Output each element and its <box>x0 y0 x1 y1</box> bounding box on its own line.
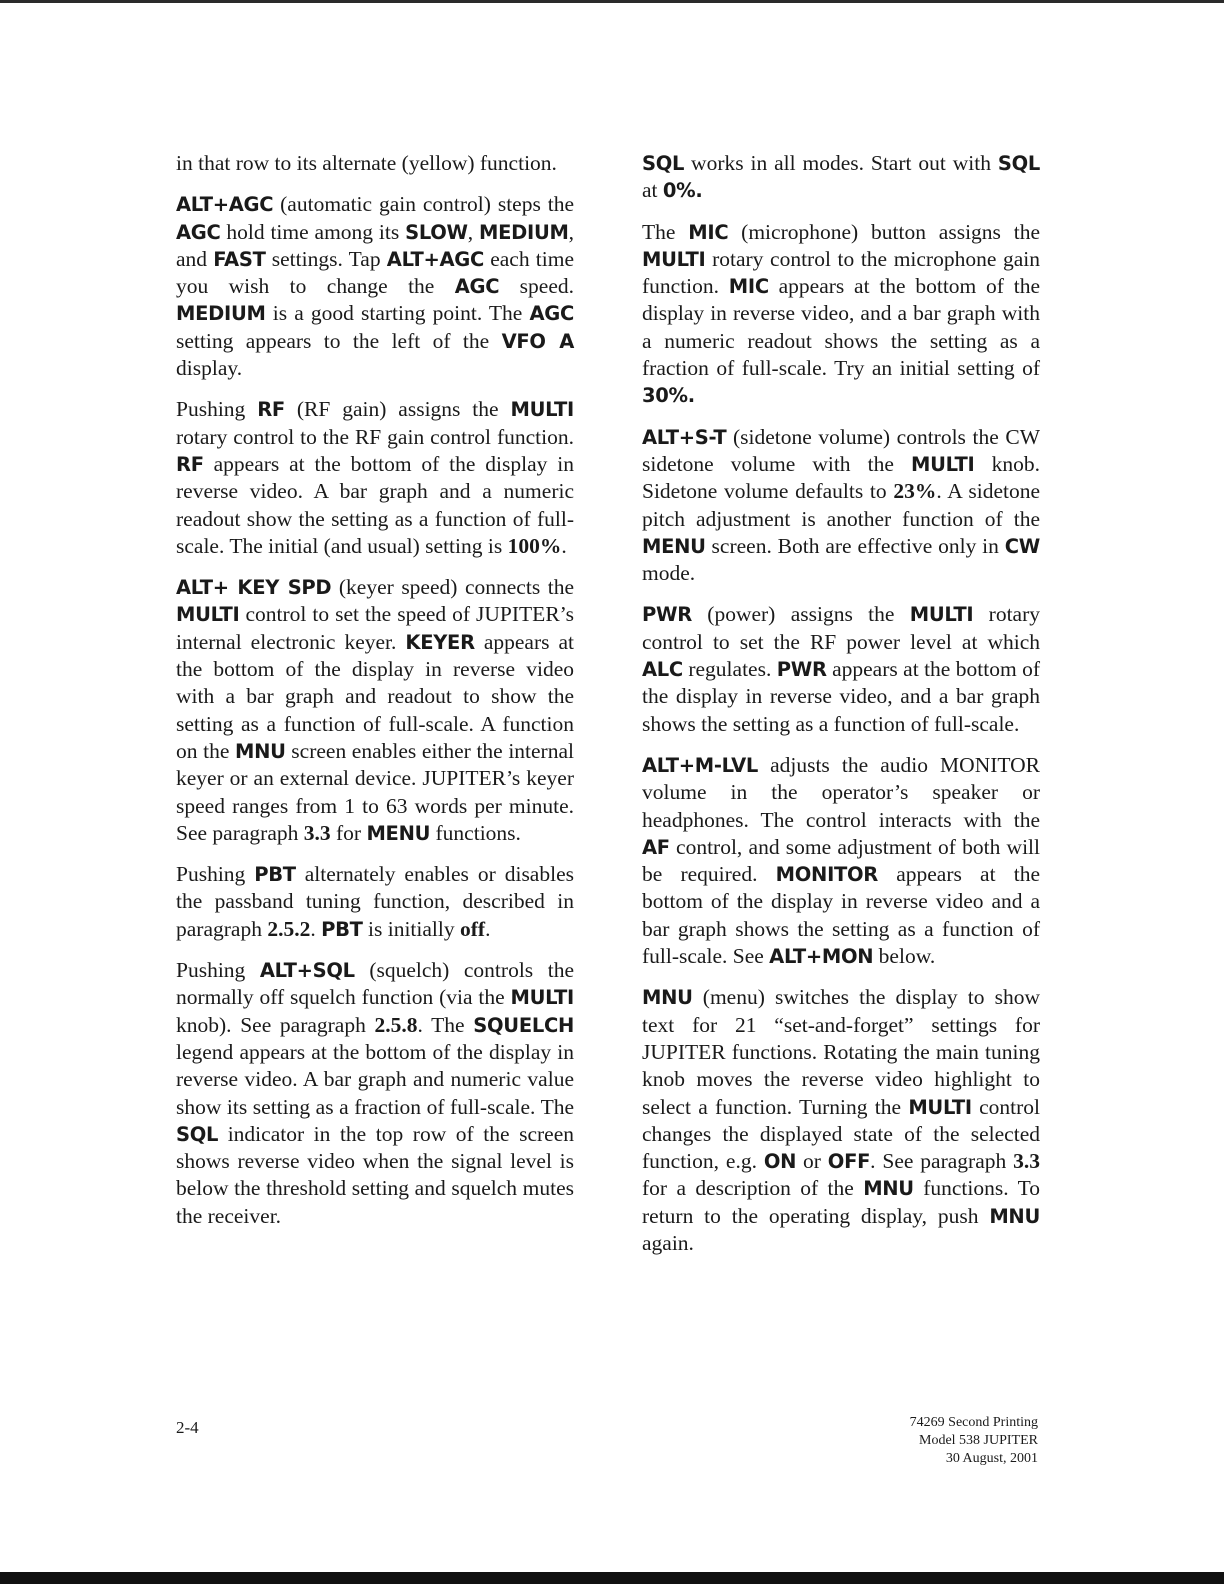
control-label: SQL <box>997 152 1040 175</box>
right-column <box>642 150 1040 1271</box>
control-label: MULTI <box>908 1095 972 1119</box>
paragraph: in that row to its alternate (yellow) function. <box>176 151 557 175</box>
control-label: ALT+S-T <box>642 425 727 449</box>
control-label: MNU <box>989 1204 1040 1228</box>
bottom-rule <box>0 1572 1224 1584</box>
control-label: CW <box>1004 534 1040 558</box>
control-label: MULTI <box>510 398 574 422</box>
control-label: MULTI <box>909 603 974 627</box>
control-label: KEYER <box>405 630 475 654</box>
control-label: MENU <box>366 821 431 845</box>
paragraph: ALT+ KEY SPD (keyer speed) connects the MULTI control to set the speed of JUPITER’s internal electronic keyer. KEYER appears at the bottom of the display in reverse video with a bar graph and readout to show the setting as a function of full-scale. A function on the MNU screen enables either the internal keyer or an external device. JUPITER’s keyer speed ranges from 1 to 63 words per minute. See paragraph 3.3 for MENU functions. <box>176 575 574 845</box>
paragraph: MNU (menu) switches the display to show text for 21 “set-and-forget” settings for JUPITER functions. Rotating the main tuning knob moves the reverse video highlight to select a function. Turning the MULTI control changes the displayed state of the selected function, e.g. ON or OFF. See paragraph 3.3 for a description of the MNU functions. To return to the operating display, push MNU again. <box>642 985 1040 1255</box>
control-label: ALT+MON <box>769 945 874 969</box>
paragraph: PWR (power) assigns the MULTI rotary control to set the RF power level at which ALC regulates. PWR appears at the bottom of the display in reverse video, and a bar graph shows the setting as a function of full-scale. <box>642 602 1040 736</box>
paragraph: SQL works in all modes. Start out with SQL at 0%. <box>642 151 1040 203</box>
control-label: RF <box>257 398 285 422</box>
control-label: PBT <box>321 917 363 941</box>
emphasis: 2.5.2 <box>267 916 311 941</box>
paragraph: The MIC (microphone) button assigns the MULTI rotary control to the microphone gain function. MIC appears at the bottom of the display in reverse video, and a bar graph with a numeric readout shows the setting as a fraction of full-scale. Try an initial setting of 30%. <box>642 219 1040 408</box>
control-label: FAST <box>213 247 266 271</box>
control-label: MENU <box>642 534 706 558</box>
control-label: ALC <box>642 658 683 682</box>
footer-date: 30 August, 2001 <box>945 1451 1038 1466</box>
emphasis: 3.3 <box>1013 1149 1040 1174</box>
control-label: ALT+AGC <box>386 247 485 271</box>
control-label: MULTI <box>510 986 574 1010</box>
left-column <box>176 150 574 1244</box>
control-label: SQL <box>176 1122 219 1146</box>
control-label: AGC <box>529 302 574 326</box>
control-label: MIC <box>728 275 769 299</box>
control-label: MNU <box>235 739 286 763</box>
control-label: ALT+SQL <box>259 959 355 983</box>
page-number: 2-4 <box>176 1418 199 1437</box>
control-label: VFO A <box>501 329 574 353</box>
control-label: AF <box>642 835 670 859</box>
control-label: AGC <box>176 220 221 244</box>
emphasis: 23% <box>893 479 937 504</box>
control-label: MNU <box>863 1177 914 1201</box>
emphasis: off <box>460 916 486 941</box>
control-label: OFF <box>827 1150 871 1174</box>
control-label: ALT+M-LVL <box>642 753 758 777</box>
control-label: MONITOR <box>775 863 879 887</box>
control-label: AGC <box>454 275 500 299</box>
control-label: MEDIUM <box>176 302 266 326</box>
control-label: SQL <box>642 152 685 175</box>
control-label: MULTI <box>176 603 240 627</box>
control-label: MNU <box>642 986 693 1010</box>
footer-info <box>910 1414 1038 1468</box>
control-label: MULTI <box>642 247 706 271</box>
control-label: PWR <box>776 658 827 682</box>
emphasis: 3.3 <box>303 820 331 845</box>
control-label: 30%. <box>642 384 695 408</box>
paragraph: ALT+S-T (sidetone volume) controls the CW sidetone volume with the MULTI knob. Sidetone volume defaults to 23%. A sidetone pitch adjustment is another function of the MENU screen. Both are effective only in CW mode. <box>642 424 1041 586</box>
control-label: MEDIUM <box>479 220 569 244</box>
control-label: ON <box>763 1150 797 1174</box>
paragraph: Pushing ALT+SQL (squelch) controls the normally off squelch function (via the MULTI knob). See paragraph 2.5.8. The SQUELCH legend appears at the bottom of the display in reverse video. A bar graph and numeric value show its setting as a fraction of full-scale. The SQL indicator in the top row of the screen shows reverse video when the signal level is below the threshold setting and squelch mutes the receiver. <box>176 958 574 1228</box>
control-label: MIC <box>688 220 729 244</box>
paragraph: Pushing RF (RF gain) assigns the MULTI rotary control to the RF gain control function. RF appears at the bottom of the display in reverse video. A bar graph and a numeric readout show the setting as a function of full-scale. The initial (and usual) setting is 100%. <box>176 397 574 558</box>
control-label: PWR <box>642 603 692 627</box>
control-label: RF <box>176 452 204 476</box>
emphasis: 2.5.8 <box>374 1012 418 1037</box>
control-label: ALT+AGC <box>176 193 274 217</box>
top-rule <box>0 0 1224 3</box>
paragraph: Pushing PBT alternately enables or disables the passband tuning function, described in paragraph 2.5.2. PBT is initially off. <box>176 862 574 941</box>
control-label: 0%. <box>662 179 703 203</box>
control-label: SLOW <box>405 220 468 244</box>
control-label: PBT <box>254 863 296 887</box>
paragraph: ALT+M-LVL adjusts the audio MONITOR volume in the operator’s speaker or headphones. The control interacts with the AF control, and some adjustment of both will be required. MONITOR appears at the bottom of the display in reverse video and a bar graph shows the setting as a function of full-scale. See ALT+MON below. <box>642 752 1041 969</box>
control-label: SQUELCH <box>473 1013 574 1037</box>
paragraph: ALT+AGC (automatic gain control) steps the AGC hold time among its SLOW, MEDIUM, and FAST settings. Tap ALT+AGC each time you wish to change the AGC speed. MEDIUM is a good starting point. The AGC setting appears to the left of the VFO A display. <box>176 192 575 381</box>
emphasis: 100% <box>507 533 562 558</box>
control-label: MULTI <box>911 452 975 476</box>
control-label: ALT+ KEY SPD <box>176 576 332 600</box>
footer-printing: 74269 Second Printing <box>909 1415 1038 1430</box>
footer-model: Model 538 JUPITER <box>919 1433 1038 1448</box>
